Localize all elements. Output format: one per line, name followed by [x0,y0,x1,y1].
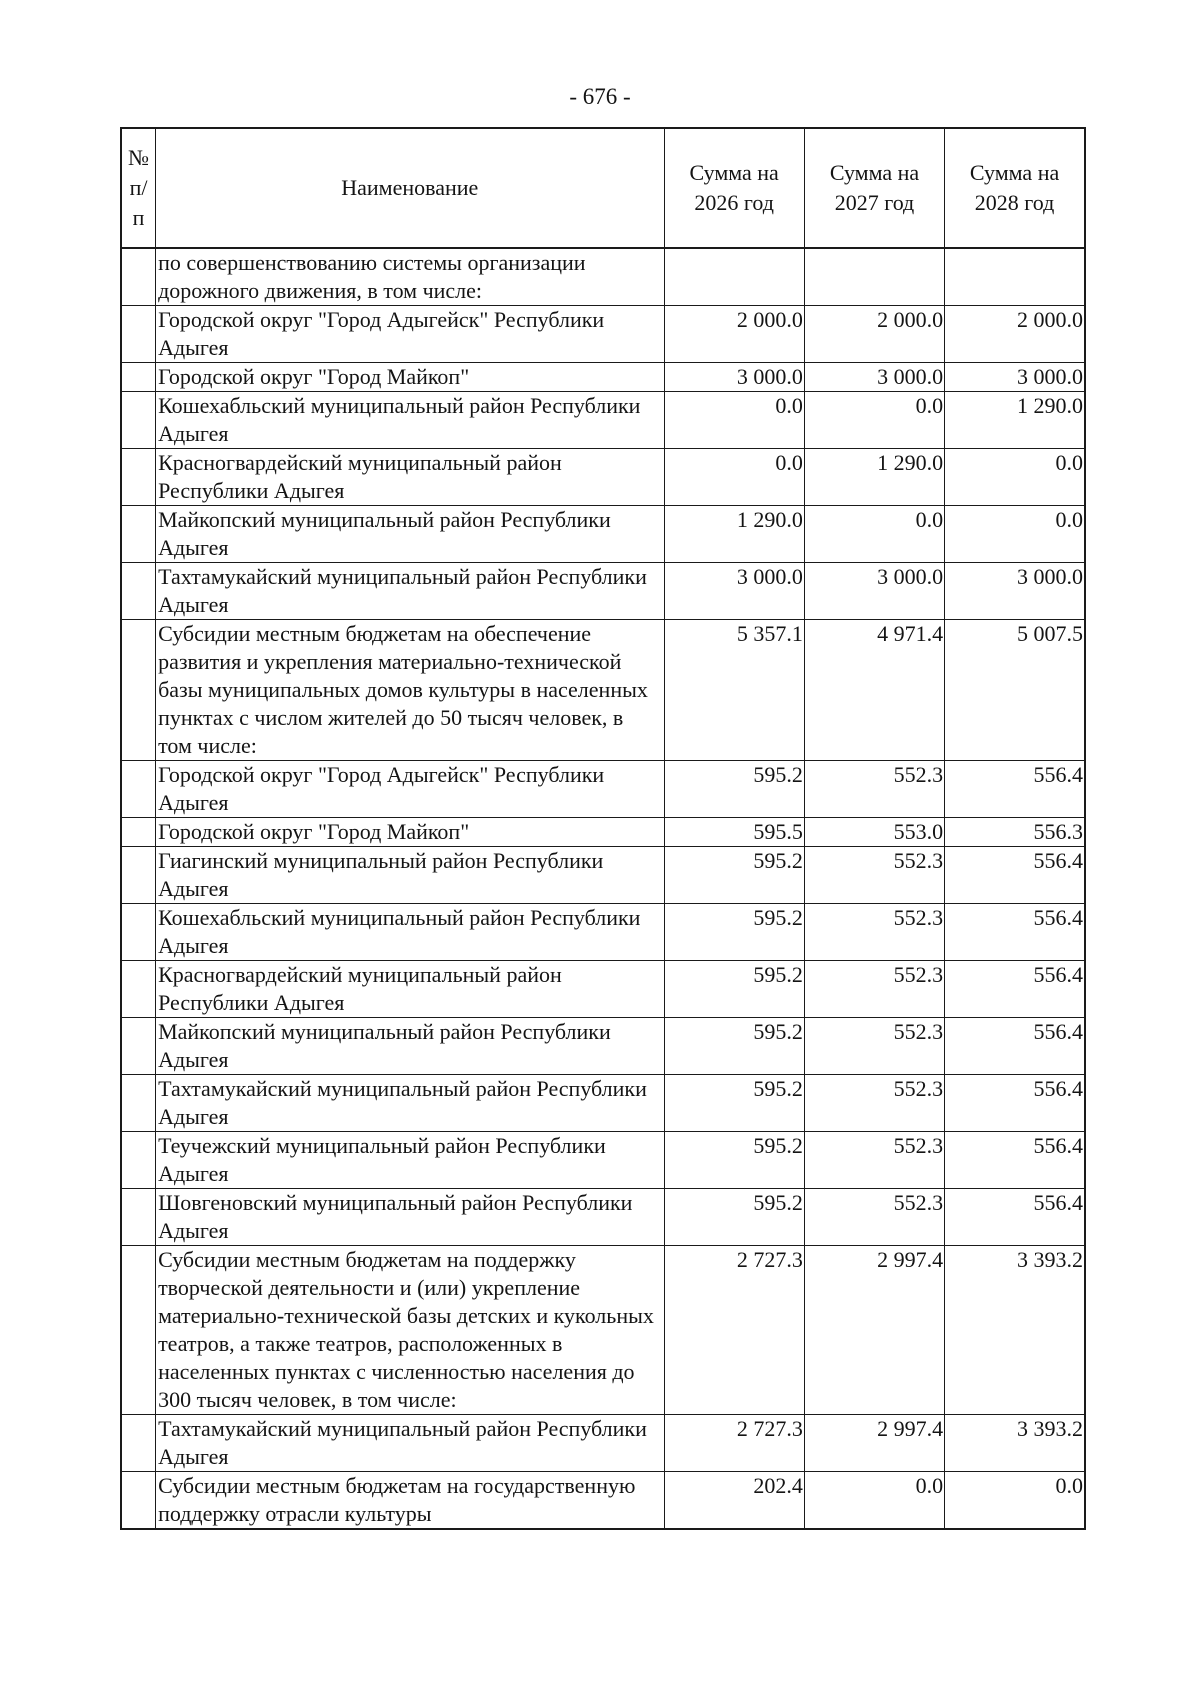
sum-2028-cell: 5 007.5 [945,620,1085,761]
row-name-cell: Тахтамукайский муниципальный район Республики Адыгея [156,1075,664,1132]
table-row [121,506,1085,563]
sum-2028-cell: 0.0 [945,1472,1085,1530]
sum-2028-cell: 556.4 [945,1075,1085,1132]
page-number: - 676 - [569,84,631,109]
sum-2027-cell: 552.3 [804,1189,944,1246]
sum-2028-cell: 556.4 [945,904,1085,961]
sum-2028-cell: 556.4 [945,761,1085,818]
sum-2028-cell: 556.4 [945,961,1085,1018]
table-row [121,1246,1085,1415]
row-number-cell [121,563,156,620]
sum-2026-cell: 0.0 [664,392,804,449]
sum-2027-cell: 0.0 [804,1472,944,1530]
row-number-cell [121,961,156,1018]
sum-2027-cell: 2 997.4 [804,1415,944,1472]
row-name-cell: Шовгеновский муниципальный район Республики Адыгея [156,1189,664,1246]
row-name-cell: Городской округ "Город Майкоп" [156,818,664,847]
row-name-cell: Городской округ "Город Адыгейск" Республики Адыгея [156,306,664,363]
sum-2026-cell: 595.2 [664,847,804,904]
sum-2026-cell: 595.2 [664,961,804,1018]
sum-2027-cell: 552.3 [804,1132,944,1189]
row-name-cell: Субсидии местным бюджетам на поддержку творческой деятельности и (или) укрепление материально-технической базы детских и кукольных театров, а также театров, расположенных в населенных пунктах с численностью населения до 300 тысяч человек, в том числе: [156,1246,664,1415]
row-number-cell [121,306,156,363]
row-name-cell: Майкопский муниципальный район Республики Адыгея [156,1018,664,1075]
sum-2028-cell: 3 393.2 [945,1415,1085,1472]
row-number-cell [121,248,156,306]
row-number-cell [121,1132,156,1189]
header-sum-2027: Сумма на 2027 год [804,128,944,248]
row-number-cell [121,363,156,392]
sum-2027-cell: 3 000.0 [804,563,944,620]
sum-2028-cell: 3 000.0 [945,363,1085,392]
row-number-cell [121,1415,156,1472]
row-number-cell [121,1075,156,1132]
sum-2026-cell: 2 727.3 [664,1246,804,1415]
sum-2026-cell: 3 000.0 [664,363,804,392]
sum-2026-cell: 595.2 [664,904,804,961]
table-row [121,1189,1085,1246]
sum-2028-cell [945,248,1085,306]
table-row [121,1415,1085,1472]
sum-2027-cell: 4 971.4 [804,620,944,761]
sum-2028-cell: 1 290.0 [945,392,1085,449]
row-name-cell: Майкопский муниципальный район Республики Адыгея [156,506,664,563]
sum-2027-cell: 3 000.0 [804,363,944,392]
sum-2027-cell: 552.3 [804,1075,944,1132]
sum-2028-cell: 0.0 [945,449,1085,506]
sum-2026-cell: 5 357.1 [664,620,804,761]
row-name-cell: Кошехабльский муниципальный район Республики Адыгея [156,392,664,449]
sum-2026-cell: 595.2 [664,761,804,818]
sum-2028-cell: 3 393.2 [945,1246,1085,1415]
sum-2028-cell: 3 000.0 [945,563,1085,620]
sum-2028-cell: 556.4 [945,1189,1085,1246]
sum-2027-cell: 552.3 [804,961,944,1018]
row-name-cell: Тахтамукайский муниципальный район Республики Адыгея [156,563,664,620]
row-number-cell [121,1472,156,1530]
row-number-cell [121,818,156,847]
table-row [121,961,1085,1018]
sum-2027-cell: 0.0 [804,392,944,449]
sum-2027-cell: 553.0 [804,818,944,847]
sum-2027-cell: 552.3 [804,761,944,818]
row-number-cell [121,847,156,904]
table-body [121,248,1085,1529]
table-row [121,563,1085,620]
sum-2027-cell: 552.3 [804,1018,944,1075]
sum-2028-cell: 556.4 [945,847,1085,904]
sum-2026-cell: 0.0 [664,449,804,506]
row-number-cell [121,392,156,449]
table-row [121,818,1085,847]
row-number-cell [121,761,156,818]
row-number-cell [121,1189,156,1246]
sum-2028-cell: 556.3 [945,818,1085,847]
row-name-cell: Субсидии местным бюджетам на обеспечение развития и укрепления материально-технической базы муниципальных домов культуры в населенных пунктах с числом жителей до 50 тысяч человек, в том числе: [156,620,664,761]
table-row [121,1075,1085,1132]
sum-2026-cell: 1 290.0 [664,506,804,563]
row-number-cell [121,506,156,563]
sum-2027-cell [804,248,944,306]
row-number-cell [121,449,156,506]
sum-2027-cell: 0.0 [804,506,944,563]
table-row [121,1472,1085,1530]
table-row [121,761,1085,818]
sum-2027-cell: 552.3 [804,847,944,904]
table-row [121,449,1085,506]
row-name-cell: по совершенствованию системы организации дорожного движения, в том числе: [156,248,664,306]
header-sum-2028: Сумма на 2028 год [945,128,1085,248]
sum-2028-cell: 556.4 [945,1018,1085,1075]
table-row [121,1132,1085,1189]
row-number-cell [121,1018,156,1075]
row-name-cell: Субсидии местным бюджетам на государственную поддержку отрасли культуры [156,1472,664,1530]
header-number: № п/п [121,128,156,248]
sum-2027-cell: 1 290.0 [804,449,944,506]
row-name-cell: Городской округ "Город Адыгейск" Республики Адыгея [156,761,664,818]
row-number-cell [121,1246,156,1415]
row-number-cell [121,904,156,961]
table-row [121,1018,1085,1075]
table-row [121,306,1085,363]
sum-2028-cell: 556.4 [945,1132,1085,1189]
sum-2026-cell: 595.2 [664,1189,804,1246]
sum-2026-cell: 2 000.0 [664,306,804,363]
row-name-cell: Красногвардейский муниципальный район Республики Адыгея [156,961,664,1018]
sum-2027-cell: 552.3 [804,904,944,961]
sum-2026-cell [664,248,804,306]
sum-2026-cell: 595.2 [664,1075,804,1132]
sum-2026-cell: 595.2 [664,1132,804,1189]
row-name-cell: Городской округ "Город Майкоп" [156,363,664,392]
sum-2026-cell: 595.5 [664,818,804,847]
budget-table [120,127,1086,1530]
sum-2026-cell: 202.4 [664,1472,804,1530]
row-name-cell: Кошехабльский муниципальный район Республики Адыгея [156,904,664,961]
table-row [121,620,1085,761]
sum-2028-cell: 0.0 [945,506,1085,563]
sum-2026-cell: 3 000.0 [664,563,804,620]
table-row [121,363,1085,392]
table-row [121,392,1085,449]
sum-2026-cell: 595.2 [664,1018,804,1075]
row-name-cell: Гиагинский муниципальный район Республики Адыгея [156,847,664,904]
header-name: Наименование [156,128,664,248]
sum-2027-cell: 2 997.4 [804,1246,944,1415]
table-header-row [121,128,1085,248]
sum-2028-cell: 2 000.0 [945,306,1085,363]
header-sum-2026: Сумма на 2026 год [664,128,804,248]
table-row [121,847,1085,904]
table-row [121,904,1085,961]
sum-2027-cell: 2 000.0 [804,306,944,363]
row-name-cell: Теучежский муниципальный район Республики Адыгея [156,1132,664,1189]
table-row [121,248,1085,306]
sum-2026-cell: 2 727.3 [664,1415,804,1472]
row-number-cell [121,620,156,761]
row-name-cell: Тахтамукайский муниципальный район Республики Адыгея [156,1415,664,1472]
row-name-cell: Красногвардейский муниципальный район Республики Адыгея [156,449,664,506]
